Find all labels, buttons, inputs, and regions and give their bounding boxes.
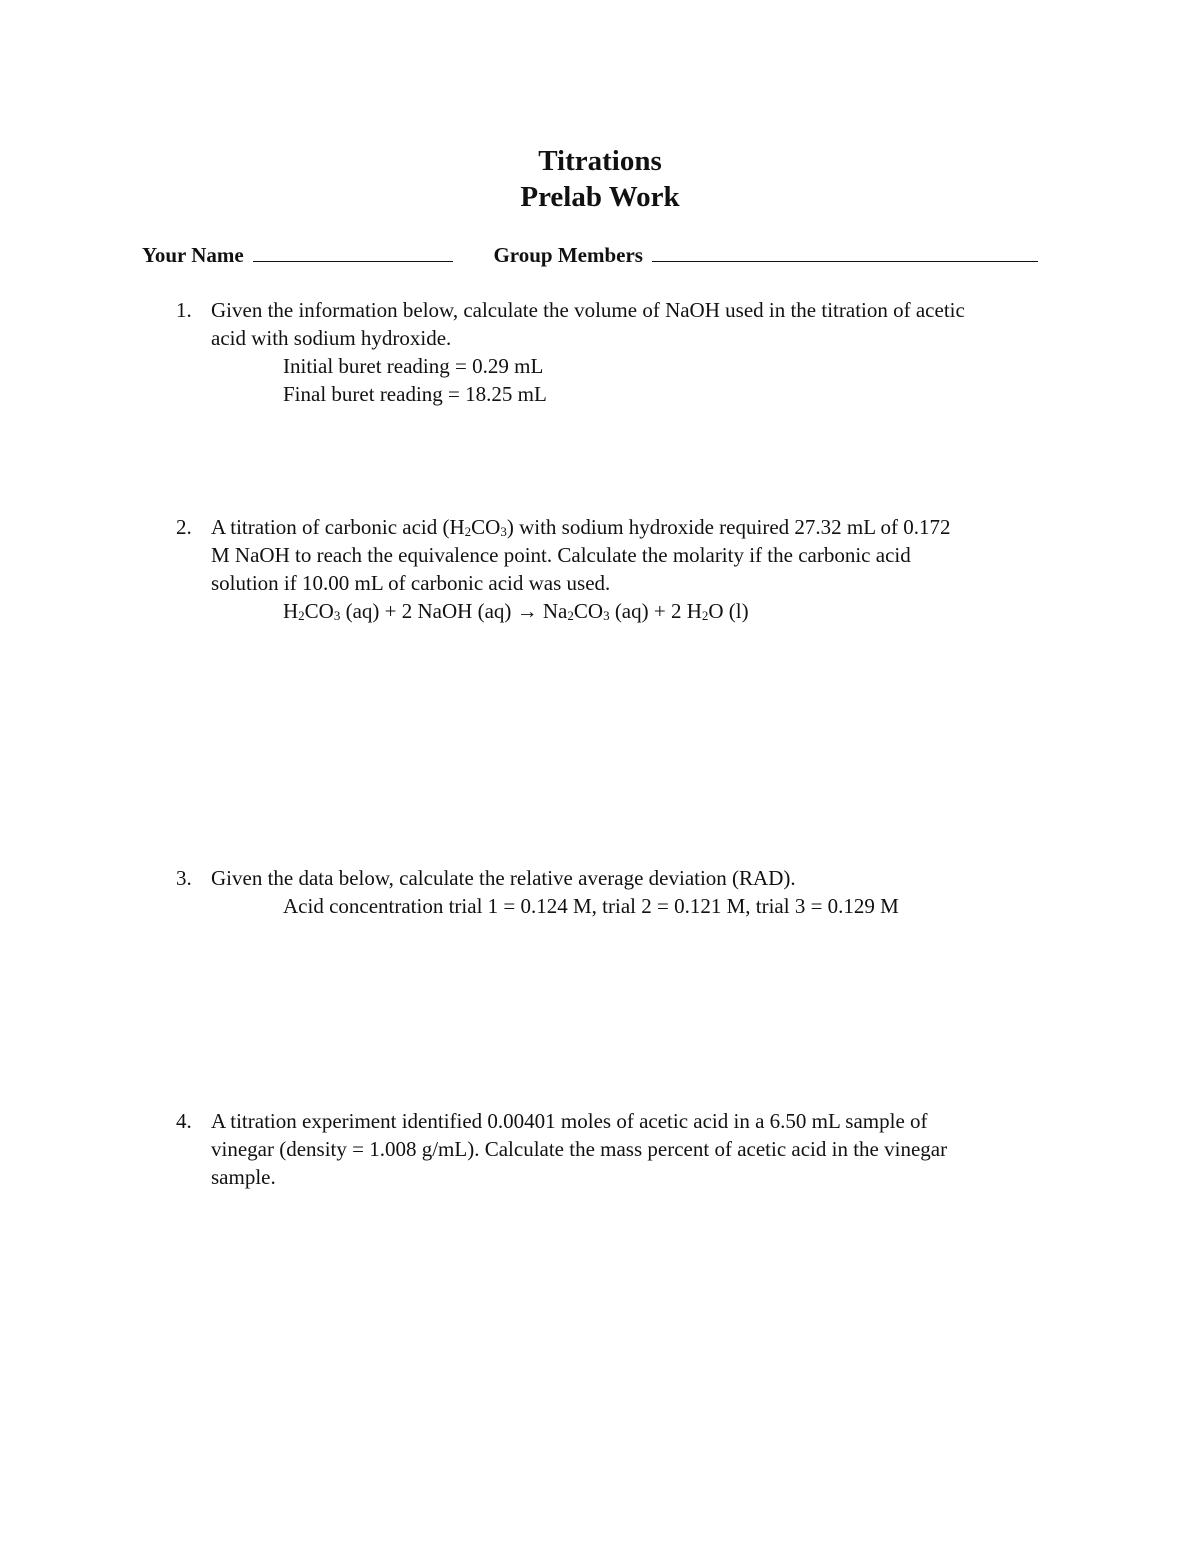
question-1 <box>176 296 1076 408</box>
question-4 <box>176 1107 1076 1191</box>
question-text-line: M NaOH to reach the equivalence point. Calculate the molarity if the carbonic acid <box>211 543 911 567</box>
question-text-line: sample. <box>211 1165 276 1189</box>
question-text-line: Given the information below, calculate the volume of NaOH used in the titration of acetic <box>211 298 965 322</box>
data-line: Final buret reading = 18.25 mL <box>283 382 547 406</box>
question-text-line: A titration of carbonic acid $(H_2CO_3)$ with sodium hydroxide required 27.32 mL of 0.172 <box>211 515 951 539</box>
data-line: Acid concentration trial 1 = 0.124 M, trial 2 = 0.121 M, trial 3 = 0.129 M <box>283 894 899 918</box>
question-3 <box>176 864 1076 920</box>
question-number: 4. <box>176 1109 192 1133</box>
question-number: 1. <box>176 298 192 322</box>
your-name-blank[interactable] <box>253 243 453 262</box>
question-text-line: vinegar (density = 1.008 g/mL). Calculate the mass percent of acetic acid in the vinegar <box>211 1137 948 1161</box>
group-members-blank[interactable] <box>652 243 1038 262</box>
question-2 <box>176 513 1076 625</box>
name-row <box>142 242 1038 268</box>
question-text-line: A titration experiment identified 0.00401 moles of acetic acid in a 6.50 mL sample of <box>211 1109 928 1133</box>
question-number: 2. <box>176 515 192 539</box>
your-name-label: Your Name <box>142 243 244 267</box>
data-line: Initial buret reading = 0.29 mL <box>283 354 544 378</box>
page-title: Titrations <box>538 145 662 177</box>
question-text-line: solution if 10.00 mL of carbonic acid was used. <box>211 571 611 595</box>
chemical-equation: $H_2CO_3$ (aq) + 2 NaOH $(aq) \to Na_2CO_3$ (aq) + 2 $H_2O$ (l) <box>283 599 749 623</box>
page-subtitle: Prelab Work <box>520 181 680 213</box>
group-members-label: Group Members <box>493 243 643 267</box>
question-text-line: acid with sodium hydroxide. <box>211 326 452 350</box>
question-text-line: Given the data below, calculate the relative average deviation (RAD). <box>211 866 796 890</box>
question-number: 3. <box>176 866 192 890</box>
